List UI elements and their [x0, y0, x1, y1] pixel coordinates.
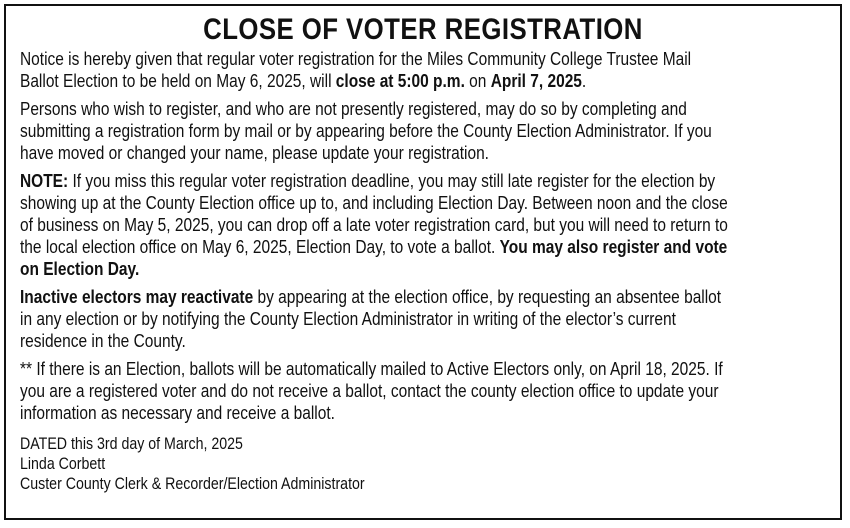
paragraph-mail-ballots: ** If there is an Election, ballots will be automatically mailed to Active Electors only, on April 18, 2025. If you are a registered voter and do not receive a ballot, contact the county election office to update your information as necessary and receive a ballot. [20, 359, 723, 423]
p3-text-b: If you miss this regular voter registration deadline, you may still late register for the election by showing up at the County Election office up to, and including Election Day. Between noon and the close of business on May 5, 2025, you can drop off a late voter registration card, but you will need to return to the local election office on May 6, 2025, Election Day, to vote a ballot. [20, 171, 728, 257]
paragraph-registration-deadline [20, 48, 730, 92]
notice-title: CLOSE OF VOTER REGISTRATION [203, 13, 643, 46]
p1-close-date: April 7, 2025 [490, 71, 582, 91]
p3-election-day-text: You may also register and vote on Election Day. [20, 237, 728, 279]
signer-name: Linda Corbett [20, 455, 106, 473]
paragraph-how-to-register: Persons who wish to register, and who are not presently registered, may do so by completing and submitting a registration form by mail or by appearing before the County Election Administrator. If you have moved or changed your name, please update your registration. [20, 99, 712, 163]
p4-text-b: by appearing at the election office, by requesting an absentee ballot in any election or by notifying the County Election Administrator in writing of the elector’s current residence in the County. [20, 287, 722, 351]
p1-close-time: close at 5:00 p.m. [335, 71, 465, 91]
note-label: NOTE: [20, 171, 69, 191]
signature-block [20, 434, 730, 494]
p1-text-c: on [464, 71, 491, 91]
paragraph-inactive-electors [20, 286, 730, 352]
legal-notice-box [4, 4, 842, 520]
paragraph-late-registration-note [20, 170, 730, 280]
p1-text-a: Notice is hereby given that regular voter registration for the Miles Community College Trustee Mail Ballot Election to be held on May 6, 2025, will [20, 49, 692, 91]
signer-role: Custer County Clerk & Recorder/Election Administrator [20, 475, 365, 493]
p1-text-e: . [581, 71, 587, 91]
dated-line: DATED this 3rd day of March, 2025 [20, 435, 243, 453]
notice-body [20, 48, 730, 494]
inactive-electors-label: Inactive electors may reactivate [20, 287, 254, 307]
